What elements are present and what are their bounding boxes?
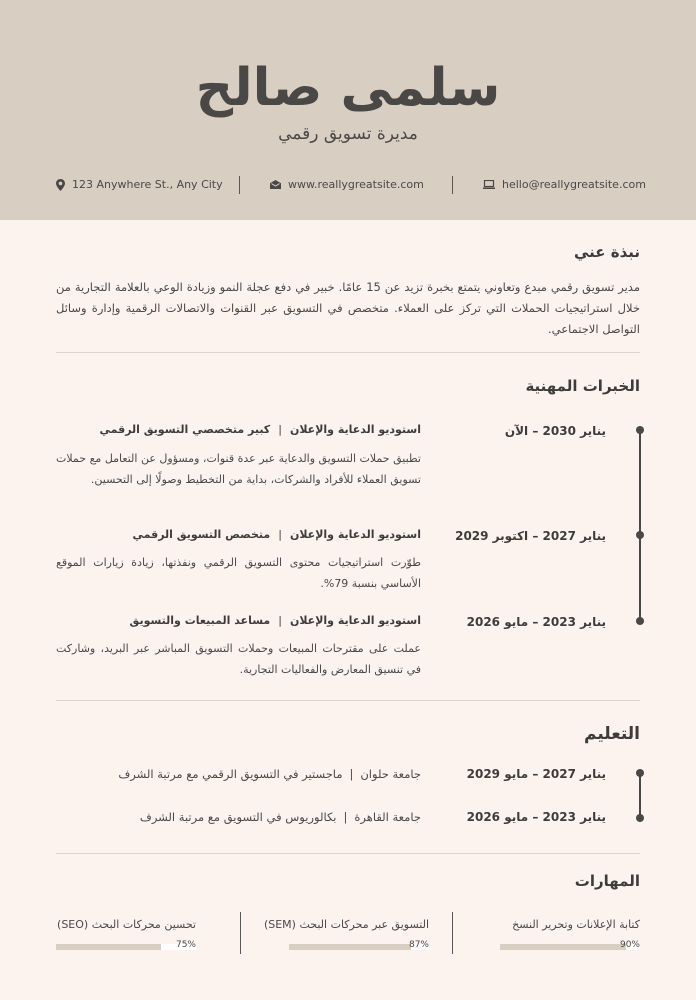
experience-description: طوّرت استراتيجيات محتوى التسويق الرقمي ونفذتها، زيادة زيارات الموقع الأساسي بنسبة 79%.: [56, 556, 421, 590]
experience-date: يناير 2023 – مايو 2026: [466, 615, 606, 629]
experience-heading: الخبرات المهنية: [525, 377, 640, 395]
role-name: كبير متخصصي التسويق الرقمي: [99, 423, 271, 436]
experience-description: تطبيق حملات التسويق والدعاية عبر عدة قنوات، ومسؤول عن التعامل مع حملات تسويق العملاء للأفراد والشركات، بداية من التخطيط وصولًا إلى التحسين.: [56, 452, 421, 486]
skill-bar-fill: [56, 944, 161, 950]
skill-divider: [452, 912, 453, 954]
experience-heading-line: [133, 528, 422, 541]
experience-date: يناير 2027 – اكتوبر 2029: [455, 529, 606, 543]
experience-heading-line: [130, 614, 421, 627]
title-separator: |: [278, 423, 282, 436]
timeline-dot: [636, 531, 644, 539]
company-name: استوديو الدعاية والإعلان: [289, 614, 421, 627]
section-divider: [56, 853, 640, 854]
skill-bar-fill: [289, 944, 411, 950]
timeline-dot: [636, 617, 644, 625]
contact-email[interactable]: [483, 178, 646, 191]
about-text: مدير تسويق رقمي مبدع وتعاوني يتمتع بخبرة تزيد عن 15 عامًا. خبير في دفع عجلة النمو وزيادة الوعي بالعلامة التجارية من خلال استراتيجيات الحملات التي تركز على العملاء. متخصص في التسويق عبر القنوات والاتصالات الرقمية وإدارة وسائل التواصل الاجتماعي.: [56, 280, 640, 336]
skill-label: التسويق عبر محركات البحث (SEM): [263, 918, 429, 931]
skills-heading: المهارات: [574, 872, 640, 890]
website-text[interactable]: www.reallygreatsite.com: [288, 178, 424, 191]
education-entry: [140, 810, 421, 824]
address-text: 123 Anywhere St., Any City: [72, 178, 223, 191]
title-separator: |: [349, 767, 354, 781]
school-name: جامعة حلوان: [360, 767, 421, 781]
experience-date: يناير 2030 – الآن: [504, 424, 606, 438]
title-separator: |: [278, 614, 282, 627]
skill-divider: [240, 912, 241, 954]
laptop-icon: [483, 180, 495, 189]
experience-timeline: [639, 430, 641, 622]
education-date: يناير 2023 – مايو 2026: [466, 810, 606, 824]
envelope-icon: [270, 180, 281, 189]
experience-description: عملت على مقترحات المبيعات وحملات التسويق المباشر عبر البريد، وشاركت في تنسيق المعارض والفعاليات التجارية.: [56, 642, 421, 676]
skill-label: تحسين محركات البحث (SEO): [57, 918, 196, 931]
school-name: جامعة القاهرة: [354, 810, 421, 824]
timeline-dot: [636, 769, 644, 777]
resume-header: [0, 0, 696, 220]
role-name: متخصص التسويق الرقمي: [132, 528, 271, 541]
experience-heading-line: [99, 423, 421, 436]
title-separator: |: [343, 810, 348, 824]
email-text[interactable]: hello@reallygreatsite.com: [502, 178, 646, 191]
company-name: استوديو الدعاية والإعلان: [289, 423, 421, 436]
education-date: يناير 2027 – مايو 2029: [466, 767, 606, 781]
education-timeline: [639, 773, 641, 818]
skill-percent: 90%: [619, 940, 640, 950]
contact-divider: [239, 176, 240, 194]
skill-percent: 75%: [175, 940, 196, 950]
job-title: مديرة تسويق رقمي: [278, 124, 418, 144]
education-heading: التعليم: [584, 724, 640, 744]
skill-bar-fill: [500, 944, 626, 950]
role-name: مساعد المبيعات والتسويق: [129, 614, 271, 627]
timeline-dot: [636, 814, 644, 822]
skill-label: كتابة الإعلانات وتحرير النسخ: [512, 918, 640, 931]
about-heading: نبذة عني: [573, 243, 640, 261]
skill-percent: 87%: [408, 940, 429, 950]
degree-name: بكالوريوس في التسويق مع مرتبة الشرف: [139, 810, 337, 824]
person-name: سلمى صالح: [195, 58, 501, 118]
company-name: استوديو الدعاية والإعلان: [289, 528, 421, 541]
section-divider: [56, 700, 640, 701]
section-divider: [56, 352, 640, 353]
contact-divider: [452, 176, 453, 194]
timeline-dot: [636, 426, 644, 434]
contact-website[interactable]: [270, 178, 424, 191]
map-pin-icon: [56, 179, 65, 191]
degree-name: ماجستير في التسويق الرقمي مع مرتبة الشرف: [118, 767, 343, 781]
education-entry: [118, 767, 421, 781]
contact-address: [56, 178, 223, 191]
title-separator: |: [278, 528, 282, 541]
